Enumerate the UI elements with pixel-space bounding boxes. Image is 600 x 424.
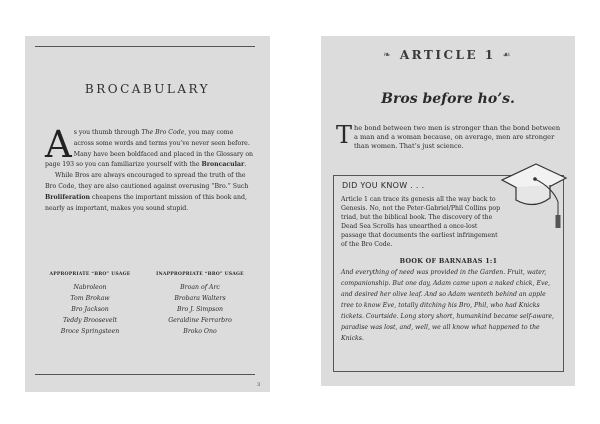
appropriate-usage-list: [35, 272, 145, 337]
did-you-know-box: [333, 175, 564, 372]
inappropriate-usage-list: [145, 272, 255, 337]
inappropriate-usage-heading: INAPPROPRIATE “BRO” USAGE: [156, 272, 244, 277]
list-item: Geraldine Ferrarbro: [168, 317, 232, 324]
glossary-term: Broliferation: [45, 193, 91, 201]
flourish-right-icon: ☙: [502, 50, 513, 61]
drop-cap: T: [336, 121, 353, 149]
article-title: Bros before ho’s.: [381, 91, 515, 107]
list-item: Broce Springsteen: [60, 328, 120, 335]
list-item: Broan of Arc: [180, 284, 220, 291]
list-item: Tom Brokaw: [70, 295, 110, 302]
list-item: Broko Ono: [183, 328, 217, 335]
article-number: ARTICLE 1: [399, 48, 496, 62]
did-you-know-text: Article 1 can trace its genesis all the way back to Genesis. No, not the Peter-Gabriel/Phil Collins pop triad, but the biblical book. The discovery of the Dead Sea Scrolls has unearthed a once-lost passage that documents the earliest infringement of the Bro Code.: [341, 196, 501, 248]
graduation-cap-icon: [498, 158, 568, 234]
list-item: Nabroleon: [73, 284, 107, 291]
list-item: Teddy Broosevelt: [62, 317, 118, 324]
list-item: Bro Jackson: [71, 306, 109, 313]
article-body: The bond between two men is stronger than the bond between a man and a woman because, on average, men are stronger than women. That’s just science.: [336, 121, 561, 150]
flourish-left-icon: ❧: [383, 50, 394, 61]
intro-paragraph-1: s you thumb through The Bro Code, you may come across some words and terms you’ve never seen before. Many have been boldfaced and placed in the Glossary on page 193 so you can familiarize yourself with the Broncacular.: [45, 129, 254, 169]
top-rule: [35, 46, 255, 47]
page-number: 3: [257, 382, 261, 388]
page-title: BROCABULARY: [84, 82, 211, 96]
intro-text: [45, 123, 255, 214]
bottom-rule: [35, 374, 255, 375]
intro-paragraph-2: While Bros are always encouraged to spread the truth of the Bro Code, they are also cautioned against overusing “Bro.” Such Broliferation cheapens the important mission of this book and, nearly as important, makes you sound stupid.: [45, 172, 249, 212]
list-item: Brobara Walters: [174, 295, 226, 302]
drop-cap: A: [45, 123, 72, 166]
book-of-barnabas-text: And everything of need was provided in the Garden. Fruit, water, companionship. But one day, Adam came upon a naked chick, Eve, and desired her olive leaf. And so Adam wenteth behind an apple tree to know Eve, totally ditching his Bro, Phil, who had Knicks tickets. Courtside. Long story short, humankind became self-aware, paradise was lost, and, well, we all know what happened to the Knicks.: [341, 269, 555, 342]
book-title: The Bro Code: [141, 129, 185, 136]
article-header: [321, 48, 575, 62]
appropriate-usage-heading: APPROPRIATE “BRO” USAGE: [49, 272, 131, 277]
right-page: [321, 36, 575, 386]
book-of-barnabas-heading: BOOK OF BARNABAS 1:1: [399, 257, 498, 265]
did-you-know-title: DID YOU KNOW . . .: [342, 181, 425, 190]
glossary-term: Broncacular: [201, 161, 245, 169]
left-page: [25, 36, 270, 392]
list-item: Bro J. Simpson: [176, 306, 224, 313]
